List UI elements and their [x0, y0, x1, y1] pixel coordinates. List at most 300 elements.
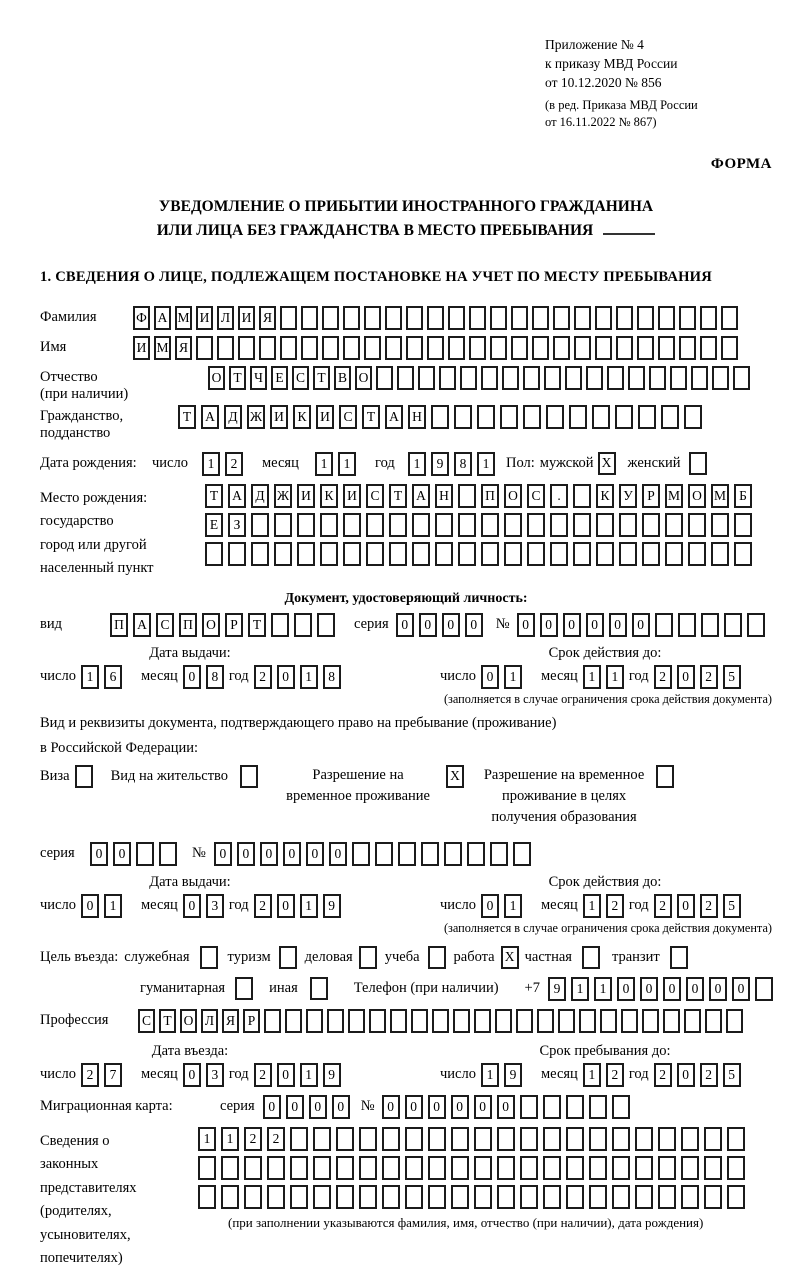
purpose-transit-checkbox[interactable] [670, 946, 688, 969]
cell[interactable]: 1 [504, 665, 522, 689]
cell[interactable] [550, 513, 568, 537]
cell[interactable]: Н [408, 405, 426, 429]
cell[interactable]: 2 [606, 894, 624, 918]
cell[interactable]: 0 [442, 613, 460, 637]
cell[interactable] [721, 306, 738, 330]
cell[interactable]: 0 [586, 613, 604, 637]
cell[interactable] [513, 842, 531, 866]
cell[interactable]: И [133, 336, 150, 360]
cell[interactable]: 1 [81, 665, 99, 689]
cell[interactable] [658, 1127, 676, 1151]
cell[interactable] [405, 1185, 423, 1209]
cell[interactable] [637, 306, 654, 330]
cell[interactable] [700, 306, 717, 330]
cell[interactable] [566, 1185, 584, 1209]
cell[interactable] [327, 1009, 344, 1033]
cell[interactable]: Ч [250, 366, 267, 390]
cell[interactable]: 1 [606, 665, 624, 689]
cell[interactable] [244, 1156, 262, 1180]
cell[interactable] [313, 1185, 331, 1209]
cell[interactable]: 0 [90, 842, 108, 866]
cell[interactable]: 0 [732, 977, 750, 1001]
cell[interactable]: А [412, 484, 430, 508]
cell[interactable] [600, 1009, 617, 1033]
cell[interactable] [596, 513, 614, 537]
cell[interactable] [543, 1185, 561, 1209]
cell[interactable] [733, 366, 750, 390]
cell[interactable]: И [270, 405, 288, 429]
birth-year-cells[interactable] [408, 452, 500, 476]
cell[interactable] [451, 1156, 469, 1180]
cell[interactable] [317, 613, 335, 637]
cell[interactable]: 7 [104, 1063, 122, 1087]
cell[interactable]: Я [259, 306, 276, 330]
cell[interactable]: Ж [247, 405, 265, 429]
cell[interactable] [406, 336, 423, 360]
cell[interactable] [306, 1009, 323, 1033]
cell[interactable] [704, 1185, 722, 1209]
cell[interactable]: К [596, 484, 614, 508]
cell[interactable] [435, 513, 453, 537]
cell[interactable] [638, 405, 656, 429]
cell[interactable] [612, 1127, 630, 1151]
permit-issue-day[interactable] [81, 894, 127, 918]
cell[interactable]: Н [435, 484, 453, 508]
cell[interactable] [537, 1009, 554, 1033]
cell[interactable] [221, 1156, 239, 1180]
doc-seriya-cells[interactable] [396, 613, 488, 637]
cell[interactable]: 0 [540, 613, 558, 637]
cell[interactable] [655, 613, 673, 637]
cell[interactable] [366, 542, 384, 566]
cell[interactable]: 0 [517, 613, 535, 637]
cell[interactable] [596, 542, 614, 566]
cell[interactable] [724, 613, 742, 637]
permit-valid-year[interactable] [654, 894, 746, 918]
cell[interactable] [574, 336, 591, 360]
surname-cells[interactable] [133, 306, 742, 330]
cell[interactable] [595, 306, 612, 330]
cell[interactable] [523, 366, 540, 390]
cell[interactable] [621, 1009, 638, 1033]
cell[interactable]: А [154, 306, 171, 330]
cell[interactable] [369, 1009, 386, 1033]
cell[interactable]: 2 [654, 1063, 672, 1087]
cell[interactable] [196, 336, 213, 360]
cell[interactable]: 1 [594, 977, 612, 1001]
cell[interactable]: 6 [104, 665, 122, 689]
cell[interactable] [448, 306, 465, 330]
cell[interactable]: И [343, 484, 361, 508]
cell[interactable] [691, 366, 708, 390]
cell[interactable]: Д [224, 405, 242, 429]
cell[interactable] [595, 336, 612, 360]
cell[interactable] [520, 1156, 538, 1180]
cell[interactable]: А [385, 405, 403, 429]
cell[interactable] [428, 1156, 446, 1180]
cell[interactable] [285, 1009, 302, 1033]
cell[interactable]: Д [251, 484, 269, 508]
cell[interactable]: Т [229, 366, 246, 390]
cell[interactable] [322, 336, 339, 360]
cell[interactable] [454, 405, 472, 429]
cell[interactable]: А [228, 484, 246, 508]
cell[interactable]: 2 [654, 894, 672, 918]
cell[interactable] [481, 366, 498, 390]
cell[interactable] [532, 336, 549, 360]
cell[interactable] [348, 1009, 365, 1033]
cell[interactable] [320, 542, 338, 566]
cell[interactable] [628, 366, 645, 390]
cell[interactable] [481, 513, 499, 537]
cell[interactable] [259, 336, 276, 360]
cell[interactable] [343, 306, 360, 330]
cell[interactable] [747, 613, 765, 637]
cell[interactable] [469, 306, 486, 330]
representatives-row2[interactable] [198, 1156, 750, 1180]
cell[interactable] [569, 405, 587, 429]
cell[interactable] [495, 1009, 512, 1033]
cell[interactable] [474, 1156, 492, 1180]
cell[interactable] [267, 1156, 285, 1180]
cell[interactable] [274, 513, 292, 537]
cell[interactable]: 0 [113, 842, 131, 866]
doc-issue-day[interactable] [81, 665, 127, 689]
cell[interactable]: 0 [465, 613, 483, 637]
cell[interactable]: 2 [700, 894, 718, 918]
cell[interactable] [734, 542, 752, 566]
cell[interactable]: Т [362, 405, 380, 429]
cell[interactable] [267, 1185, 285, 1209]
cell[interactable] [428, 1185, 446, 1209]
cell[interactable]: М [154, 336, 171, 360]
cell[interactable] [543, 1156, 561, 1180]
cell[interactable] [444, 842, 462, 866]
cell[interactable]: Р [225, 613, 243, 637]
cell[interactable] [684, 1009, 701, 1033]
cell[interactable]: 1 [481, 1063, 499, 1087]
cell[interactable]: Ф [133, 306, 150, 330]
cell[interactable]: 0 [277, 894, 295, 918]
cell[interactable]: Е [271, 366, 288, 390]
purpose-tourism-checkbox[interactable] [279, 946, 297, 969]
cell[interactable] [589, 1095, 607, 1119]
cell[interactable] [352, 842, 370, 866]
purpose-other-checkbox[interactable] [310, 977, 328, 1000]
cell[interactable]: 0 [609, 613, 627, 637]
cell[interactable] [290, 1156, 308, 1180]
cell[interactable]: 0 [237, 842, 255, 866]
cell[interactable]: 8 [206, 665, 224, 689]
cell[interactable] [663, 1009, 680, 1033]
cell[interactable] [500, 405, 518, 429]
cell[interactable]: И [297, 484, 315, 508]
cell[interactable] [375, 842, 393, 866]
cell[interactable]: 0 [481, 894, 499, 918]
cell[interactable] [727, 1156, 745, 1180]
doc-valid-day[interactable] [481, 665, 527, 689]
cell[interactable] [684, 405, 702, 429]
cell[interactable]: Я [175, 336, 192, 360]
cell[interactable]: 0 [277, 1063, 295, 1087]
cell[interactable] [322, 306, 339, 330]
cell[interactable]: 1 [408, 452, 426, 476]
cell[interactable]: Е [205, 513, 223, 537]
cell[interactable] [297, 542, 315, 566]
cell[interactable] [612, 1185, 630, 1209]
cell[interactable] [543, 1127, 561, 1151]
cell[interactable] [497, 1127, 515, 1151]
entry-year[interactable] [254, 1063, 346, 1087]
cell[interactable]: 0 [81, 894, 99, 918]
phone-cells[interactable] [548, 977, 778, 1001]
temp-residence-checkbox[interactable]: X [446, 765, 464, 788]
cell[interactable]: 0 [183, 665, 201, 689]
cell[interactable] [412, 542, 430, 566]
sex-male-checkbox[interactable]: X [598, 452, 616, 475]
cell[interactable] [511, 336, 528, 360]
cell[interactable] [701, 613, 719, 637]
cell[interactable] [678, 613, 696, 637]
cell[interactable] [637, 336, 654, 360]
permit-valid-month[interactable] [583, 894, 629, 918]
cell[interactable]: 0 [419, 613, 437, 637]
cell[interactable] [688, 513, 706, 537]
cell[interactable]: 0 [286, 1095, 304, 1119]
cell[interactable] [665, 513, 683, 537]
cell[interactable] [658, 1156, 676, 1180]
cell[interactable]: С [339, 405, 357, 429]
patronymic-cells[interactable] [208, 366, 754, 390]
cell[interactable]: К [293, 405, 311, 429]
cell[interactable] [558, 1009, 575, 1033]
cell[interactable]: П [179, 613, 197, 637]
cell[interactable] [574, 306, 591, 330]
cell[interactable] [274, 542, 292, 566]
cell[interactable] [635, 1185, 653, 1209]
cell[interactable] [612, 1095, 630, 1119]
cell[interactable] [451, 1127, 469, 1151]
cell[interactable] [543, 1095, 561, 1119]
cell[interactable] [726, 1009, 743, 1033]
cell[interactable]: 2 [254, 894, 272, 918]
purpose-work-checkbox[interactable]: X [501, 946, 519, 969]
cell[interactable]: М [175, 306, 192, 330]
cell[interactable]: 2 [254, 1063, 272, 1087]
cell[interactable]: 0 [306, 842, 324, 866]
cell[interactable] [544, 366, 561, 390]
cell[interactable]: 0 [677, 894, 695, 918]
cell[interactable]: 2 [700, 665, 718, 689]
cell[interactable]: 0 [283, 842, 301, 866]
cell[interactable] [532, 306, 549, 330]
cell[interactable]: 0 [428, 1095, 446, 1119]
birth-month-cells[interactable] [315, 452, 361, 476]
cell[interactable] [382, 1185, 400, 1209]
cell[interactable] [205, 542, 223, 566]
cell[interactable] [228, 542, 246, 566]
cell[interactable] [497, 1185, 515, 1209]
birth-day-cells[interactable] [202, 452, 248, 476]
cell[interactable]: 0 [214, 842, 232, 866]
cell[interactable] [566, 1156, 584, 1180]
cell[interactable] [458, 513, 476, 537]
cell[interactable]: О [180, 1009, 197, 1033]
cell[interactable]: 1 [198, 1127, 216, 1151]
cell[interactable]: С [138, 1009, 155, 1033]
cell[interactable]: О [202, 613, 220, 637]
cell[interactable]: 0 [677, 665, 695, 689]
cell[interactable]: Т [205, 484, 223, 508]
cell[interactable] [721, 336, 738, 360]
cell[interactable] [376, 366, 393, 390]
cell[interactable] [520, 1095, 538, 1119]
birth-place-row2[interactable] [205, 513, 757, 537]
cell[interactable] [280, 306, 297, 330]
cell[interactable]: 0 [474, 1095, 492, 1119]
cell[interactable]: 0 [277, 665, 295, 689]
cell[interactable] [727, 1127, 745, 1151]
cell[interactable]: К [320, 484, 338, 508]
cell[interactable] [734, 513, 752, 537]
cell[interactable]: И [238, 306, 255, 330]
cell[interactable] [527, 542, 545, 566]
cell[interactable]: Р [642, 484, 660, 508]
cell[interactable]: У [619, 484, 637, 508]
cell[interactable] [421, 842, 439, 866]
cell[interactable] [451, 1185, 469, 1209]
cell[interactable] [635, 1127, 653, 1151]
cell[interactable] [412, 513, 430, 537]
cell[interactable]: 9 [323, 894, 341, 918]
cell[interactable] [520, 1185, 538, 1209]
cell[interactable]: 0 [640, 977, 658, 1001]
cell[interactable]: 0 [382, 1095, 400, 1119]
cell[interactable] [565, 366, 582, 390]
birth-place-row3[interactable] [205, 542, 757, 566]
cell[interactable]: 0 [396, 613, 414, 637]
cell[interactable]: 8 [454, 452, 472, 476]
cell[interactable] [474, 1185, 492, 1209]
cell[interactable] [619, 542, 637, 566]
cell[interactable] [573, 542, 591, 566]
cell[interactable] [607, 366, 624, 390]
cell[interactable]: С [527, 484, 545, 508]
cell[interactable] [439, 366, 456, 390]
cell[interactable]: 9 [504, 1063, 522, 1087]
cell[interactable] [661, 405, 679, 429]
cell[interactable] [159, 842, 177, 866]
cell[interactable]: О [504, 484, 522, 508]
cell[interactable] [679, 336, 696, 360]
cell[interactable]: С [366, 484, 384, 508]
permit-valid-day[interactable] [481, 894, 527, 918]
cell[interactable] [366, 513, 384, 537]
cell[interactable] [385, 306, 402, 330]
cell[interactable]: 0 [260, 842, 278, 866]
stay-month[interactable] [583, 1063, 629, 1087]
entry-month[interactable] [183, 1063, 229, 1087]
stay-day[interactable] [481, 1063, 527, 1087]
profession-cells[interactable] [138, 1009, 747, 1033]
cell[interactable]: 0 [663, 977, 681, 1001]
cell[interactable] [502, 366, 519, 390]
cell[interactable] [458, 484, 476, 508]
cell[interactable] [679, 306, 696, 330]
cell[interactable]: М [665, 484, 683, 508]
visa-checkbox[interactable] [75, 765, 93, 788]
permit-issue-month[interactable] [183, 894, 229, 918]
representatives-row1[interactable] [198, 1127, 750, 1151]
cell[interactable] [389, 542, 407, 566]
cell[interactable]: 1 [300, 894, 318, 918]
purpose-private-checkbox[interactable] [582, 946, 600, 969]
doc-number-cells[interactable] [517, 613, 770, 637]
cell[interactable] [474, 1009, 491, 1033]
cell[interactable] [301, 306, 318, 330]
cell[interactable] [711, 542, 729, 566]
cell[interactable] [364, 336, 381, 360]
cell[interactable]: 3 [206, 894, 224, 918]
cell[interactable]: А [133, 613, 151, 637]
cell[interactable]: Т [159, 1009, 176, 1033]
cell[interactable]: Ж [274, 484, 292, 508]
cell[interactable] [490, 336, 507, 360]
cell[interactable] [390, 1009, 407, 1033]
cell[interactable] [711, 513, 729, 537]
cell[interactable] [398, 842, 416, 866]
cell[interactable] [579, 1009, 596, 1033]
cell[interactable]: Т [313, 366, 330, 390]
purpose-business-checkbox[interactable] [200, 946, 218, 969]
cell[interactable] [460, 366, 477, 390]
cell[interactable] [290, 1185, 308, 1209]
cell[interactable] [428, 1127, 446, 1151]
cell[interactable] [336, 1156, 354, 1180]
cell[interactable] [389, 513, 407, 537]
cell[interactable]: 8 [323, 665, 341, 689]
cell[interactable] [320, 513, 338, 537]
cell[interactable] [359, 1185, 377, 1209]
cell[interactable]: 0 [405, 1095, 423, 1119]
cell[interactable]: А [201, 405, 219, 429]
cell[interactable] [294, 613, 312, 637]
cell[interactable] [136, 842, 154, 866]
cell[interactable] [385, 336, 402, 360]
cell[interactable] [359, 1127, 377, 1151]
cell[interactable] [504, 542, 522, 566]
purpose-study-checkbox[interactable] [428, 946, 446, 969]
cell[interactable]: 0 [332, 1095, 350, 1119]
cell[interactable] [458, 542, 476, 566]
cell[interactable] [490, 306, 507, 330]
cell[interactable] [589, 1127, 607, 1151]
cell[interactable] [382, 1127, 400, 1151]
cell[interactable] [511, 306, 528, 330]
cell[interactable]: 1 [583, 894, 601, 918]
cell[interactable] [405, 1127, 423, 1151]
temp-residence-edu-checkbox[interactable] [656, 765, 674, 788]
migration-number-cells[interactable] [382, 1095, 635, 1119]
cell[interactable] [382, 1156, 400, 1180]
cell[interactable] [615, 405, 633, 429]
cell[interactable] [405, 1156, 423, 1180]
cell[interactable] [238, 336, 255, 360]
permit-seriya-cells[interactable] [90, 842, 182, 866]
cell[interactable] [221, 1185, 239, 1209]
cell[interactable] [406, 306, 423, 330]
doc-valid-year[interactable] [654, 665, 746, 689]
